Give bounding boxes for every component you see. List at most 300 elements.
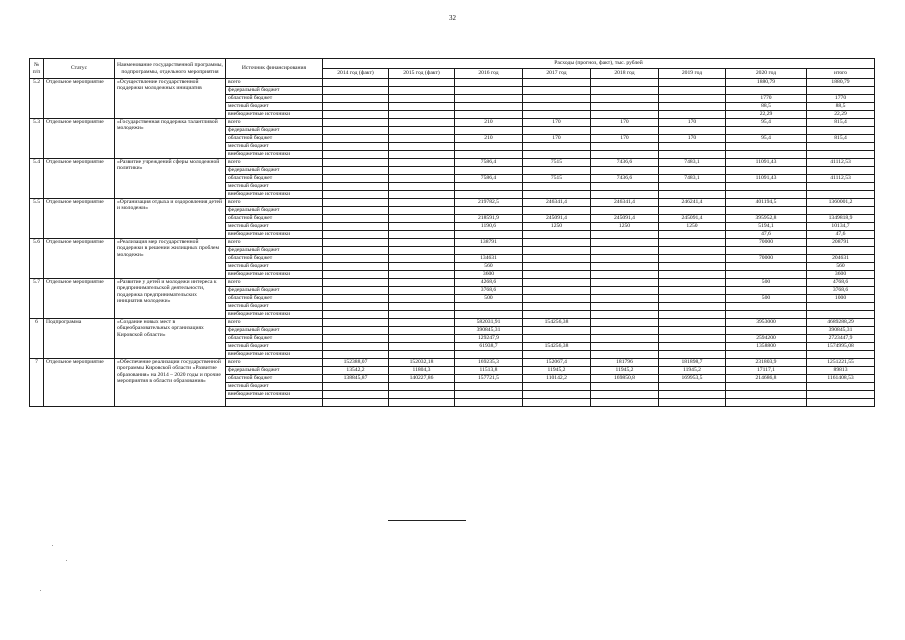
value-cell [726,383,807,391]
funding-source: местный бюджет [226,263,323,271]
value-cell: 2594200 [726,335,807,343]
row-number: 6 [30,319,44,359]
value-cell [659,255,726,263]
funding-source: областной бюджет [226,255,323,263]
column-header-year: 2014 год (факт) [323,69,389,79]
value-cell [455,95,523,103]
value-cell [389,135,455,143]
value-cell [323,231,389,239]
value-cell [523,351,591,359]
funding-source: местный бюджет [226,303,323,311]
value-cell [523,167,591,175]
funding-source: внебюджетные источники [226,311,323,319]
value-cell: 246341,4 [591,199,659,207]
value-cell: 500 [726,295,807,303]
column-header-status: Статус [44,59,115,79]
value-cell [323,79,389,87]
value-cell [523,279,591,287]
value-cell [726,399,807,407]
value-cell [389,143,455,151]
value-cell [523,311,591,319]
value-cell [455,183,523,191]
funding-source: всего [226,79,323,87]
value-cell [659,143,726,151]
value-cell [591,183,659,191]
value-cell: 41112,53 [807,159,875,167]
table-row [30,79,875,87]
value-cell: 181898,7 [659,359,726,367]
value-cell [323,255,389,263]
value-cell [591,271,659,279]
value-cell [323,279,389,287]
value-cell [659,87,726,95]
value-cell [389,111,455,119]
funding-source: всего [226,119,323,127]
funding-source: внебюджетные источники [226,391,323,399]
value-cell: 61938,7 [455,343,523,351]
header-row [30,59,875,69]
value-cell [659,167,726,175]
value-cell: 1770 [807,95,875,103]
value-cell [591,279,659,287]
row-name: «Государственная поддержка талантливой молодежи» [115,119,226,159]
funding-source: всего [226,319,323,327]
value-cell [323,127,389,135]
value-cell: 1250 [523,223,591,231]
value-cell [389,327,455,335]
value-cell [659,287,726,295]
value-cell [323,103,389,111]
value-cell [389,295,455,303]
value-cell [523,391,591,399]
value-cell [591,191,659,199]
value-cell [659,103,726,111]
value-cell [323,215,389,223]
value-cell [323,199,389,207]
value-cell [591,399,659,407]
funding-source: внебюджетные источники [226,191,323,199]
value-cell [523,111,591,119]
value-cell: 7483,1 [659,175,726,183]
value-cell [389,247,455,255]
funding-source: внебюджетные источники [226,151,323,159]
value-cell: 1161408,53 [807,375,875,383]
value-cell: 5194,1 [726,223,807,231]
column-header-year: 2018 год [591,69,659,79]
value-cell: 208791 [807,239,875,247]
value-cell [455,167,523,175]
value-cell: 245091,4 [523,215,591,223]
value-cell [323,383,389,391]
table-row [30,239,875,247]
value-cell [455,79,523,87]
value-cell [591,287,659,295]
table-row [30,119,875,127]
value-cell [323,239,389,247]
funding-source: всего [226,359,323,367]
value-cell [323,159,389,167]
value-cell [591,263,659,271]
column-header-year: 2019 год [659,69,726,79]
value-cell [523,335,591,343]
value-cell: 88,5 [726,103,807,111]
row-status: Отдельное мероприятие [44,199,115,239]
value-cell [389,351,455,359]
value-cell [659,335,726,343]
value-cell: 1770 [726,95,807,103]
value-cell [455,151,523,159]
value-cell: 210 [455,119,523,127]
value-cell [523,255,591,263]
value-cell [591,351,659,359]
value-cell: 560 [807,263,875,271]
value-cell: 138845,87 [323,375,389,383]
value-cell [726,247,807,255]
value-cell [726,87,807,95]
value-cell [323,391,389,399]
value-cell [659,191,726,199]
funding-source: внебюджетные источники [226,351,323,359]
table-row [30,199,875,207]
funding-source: федеральный бюджет [226,207,323,215]
value-cell [389,287,455,295]
funding-source: федеральный бюджет [226,127,323,135]
value-cell: 169235,3 [455,359,523,367]
value-cell [523,151,591,159]
value-cell [659,183,726,191]
value-cell [389,335,455,343]
value-cell [726,327,807,335]
scan-speck [66,560,67,561]
funding-source: местный бюджет [226,223,323,231]
value-cell [455,87,523,95]
table-row [30,359,875,367]
value-cell [807,311,875,319]
funding-source: областной бюджет [226,175,323,183]
funding-source: федеральный бюджет [226,287,323,295]
row-number: 5.4 [30,159,44,199]
value-cell [389,399,455,407]
value-cell [591,87,659,95]
value-cell [523,399,591,407]
value-cell [323,271,389,279]
value-cell: 11945,2 [591,367,659,375]
value-cell [523,295,591,303]
value-cell: 70000 [726,239,807,247]
funding-source: всего [226,199,323,207]
column-header-number: № п/п [30,59,44,79]
value-cell: 88,5 [807,103,875,111]
value-cell [659,79,726,87]
value-cell: 138791 [455,239,523,247]
column-header-expenses: Расходы (прогноз, факт), тыс. рублей [323,59,875,69]
value-cell [591,151,659,159]
value-cell [726,127,807,135]
footer-divider [388,520,466,521]
value-cell: 7515 [523,175,591,183]
value-cell: 10134,7 [807,223,875,231]
value-cell [659,351,726,359]
value-cell [591,79,659,87]
value-cell [807,399,875,407]
row-number: 5.2 [30,79,44,119]
funding-source: федеральный бюджет [226,327,323,335]
value-cell: 390845,31 [455,327,523,335]
value-cell: 11513,8 [455,367,523,375]
value-cell [591,343,659,351]
value-cell [659,303,726,311]
value-cell [807,207,875,215]
value-cell: 134631 [455,255,523,263]
column-header-year: 2017 год [523,69,591,79]
value-cell [389,239,455,247]
value-cell: 245091,4 [591,215,659,223]
value-cell [323,319,389,327]
value-cell: 129247,9 [455,335,523,343]
value-cell [323,87,389,95]
value-cell [523,231,591,239]
value-cell [323,151,389,159]
value-cell [389,103,455,111]
value-cell: 3768,6 [455,287,523,295]
value-cell [389,343,455,351]
funding-source: федеральный бюджет [226,247,323,255]
value-cell [389,127,455,135]
value-cell [659,151,726,159]
value-cell: 152032,18 [389,359,455,367]
value-cell: 170 [591,119,659,127]
value-cell [659,263,726,271]
value-cell: 170 [591,135,659,143]
value-cell: 1358800 [726,343,807,351]
value-cell [726,311,807,319]
value-cell [523,247,591,255]
value-cell [591,207,659,215]
value-cell [389,303,455,311]
value-cell: 3600 [455,271,523,279]
value-cell [659,127,726,135]
value-cell: 11091,43 [726,159,807,167]
row-status: Подпрограмма [44,319,115,359]
value-cell [807,383,875,391]
value-cell [591,383,659,391]
value-cell: 154256,38 [523,343,591,351]
value-cell [389,271,455,279]
value-cell [323,263,389,271]
value-cell [523,303,591,311]
value-cell: 41112,53 [807,175,875,183]
value-cell: 4689288,29 [807,319,875,327]
value-cell [323,223,389,231]
value-cell [455,399,523,407]
value-cell [591,239,659,247]
funding-source: внебюджетные источники [226,231,323,239]
value-cell [523,143,591,151]
row-name: «Развитие учреждений сферы молодежной политики» [115,159,226,199]
value-cell [523,239,591,247]
value-cell: 170 [523,135,591,143]
value-cell [807,191,875,199]
value-cell: 1349818,9 [807,215,875,223]
funding-source: областной бюджет [226,335,323,343]
value-cell [323,183,389,191]
value-cell: 152388,07 [323,359,389,367]
value-cell: 500 [726,279,807,287]
value-cell [323,167,389,175]
value-cell [591,255,659,263]
row-status: Отдельное мероприятие [44,159,115,199]
value-cell [323,135,389,143]
value-cell [323,175,389,183]
value-cell: 7586,4 [455,159,523,167]
value-cell: 4268,6 [455,279,523,287]
column-header-year: 2020 год [726,69,807,79]
value-cell [523,191,591,199]
value-cell [659,271,726,279]
column-header-total: итого [807,69,875,79]
value-cell: 95,4 [726,135,807,143]
value-cell: 815,4 [807,119,875,127]
row-status: Отдельное мероприятие [44,359,115,407]
value-cell: 7436,6 [591,175,659,183]
scan-speck [40,590,41,591]
value-cell [389,87,455,95]
value-cell [389,215,455,223]
value-cell [591,295,659,303]
value-cell [659,311,726,319]
value-cell: 245091,4 [659,215,726,223]
value-cell: 3768,6 [807,287,875,295]
value-cell [389,151,455,159]
row-name: «Реализация мер государственной поддержки в решении жилищных проблем молодежи» [115,239,226,279]
value-cell [659,231,726,239]
value-cell [323,95,389,103]
value-cell [455,191,523,199]
value-cell [591,167,659,175]
value-cell [523,127,591,135]
value-cell [591,143,659,151]
value-cell [523,183,591,191]
funding-source: областной бюджет [226,135,323,143]
value-cell [389,231,455,239]
value-cell [389,391,455,399]
value-cell [726,351,807,359]
value-cell: 246241,4 [659,199,726,207]
value-cell [523,263,591,271]
value-cell [323,327,389,335]
value-cell [591,103,659,111]
table-row [30,319,875,327]
value-cell [726,151,807,159]
value-cell: 169850,8 [591,375,659,383]
value-cell [323,343,389,351]
column-header-year: 2016 год [455,69,523,79]
value-cell [389,175,455,183]
scan-speck [52,545,53,546]
value-cell: 157721,5 [455,375,523,383]
value-cell: 22,29 [726,111,807,119]
funding-source: местный бюджет [226,383,323,391]
value-cell: 219782,5 [455,199,523,207]
value-cell [323,111,389,119]
row-number: 5.5 [30,199,44,239]
value-cell [389,119,455,127]
value-cell [807,87,875,95]
value-cell [323,191,389,199]
value-cell [807,127,875,135]
value-cell [726,191,807,199]
value-cell [389,95,455,103]
value-cell [323,351,389,359]
value-cell [323,143,389,151]
value-cell: 401194,5 [726,199,807,207]
value-cell [323,207,389,215]
column-header-name: Наименование государственной программы, подпрограммы, отдельного мероприятия [115,59,226,79]
value-cell: 560 [455,263,523,271]
budget-table [29,58,875,407]
value-cell [455,103,523,111]
value-cell: 395952,8 [726,215,807,223]
value-cell [726,207,807,215]
value-cell: 214686,8 [726,375,807,383]
funding-source: всего [226,279,323,287]
value-cell: 210 [455,135,523,143]
value-cell [591,111,659,119]
value-cell: 2723447,9 [807,335,875,343]
value-cell: 13542,2 [323,367,389,375]
funding-source [226,399,323,407]
value-cell: 17117,1 [726,367,807,375]
value-cell [323,311,389,319]
value-cell [726,143,807,151]
value-cell: 231803,9 [726,359,807,367]
value-cell [523,287,591,295]
value-cell: 89813 [807,367,875,375]
value-cell [323,335,389,343]
value-cell [591,391,659,399]
funding-source: областной бюджет [226,95,323,103]
value-cell [455,231,523,239]
row-number: 5.3 [30,119,44,159]
value-cell [591,303,659,311]
value-cell [591,327,659,335]
value-cell: 582031,91 [455,319,523,327]
funding-source: областной бюджет [226,375,323,383]
value-cell [389,207,455,215]
column-header-year: 2015 год (факт) [389,69,455,79]
value-cell: 11945,2 [659,367,726,375]
value-cell: 204631 [807,255,875,263]
value-cell: 170 [659,135,726,143]
value-cell: 11804,3 [389,367,455,375]
value-cell [523,271,591,279]
funding-source: областной бюджет [226,295,323,303]
column-header-source: Источник финансирования [226,59,323,79]
row-name: «Организация отдыха и оздоровления детей и молодежи» [115,199,226,239]
funding-source: местный бюджет [226,183,323,191]
row-status: Отдельное мероприятие [44,239,115,279]
value-cell: 1574995,08 [807,343,875,351]
value-cell: 218591,9 [455,215,523,223]
value-cell [807,303,875,311]
value-cell [389,255,455,263]
value-cell [389,167,455,175]
value-cell [455,383,523,391]
value-cell [389,263,455,271]
table-row [30,159,875,167]
value-cell [807,167,875,175]
funding-source: всего [226,239,323,247]
